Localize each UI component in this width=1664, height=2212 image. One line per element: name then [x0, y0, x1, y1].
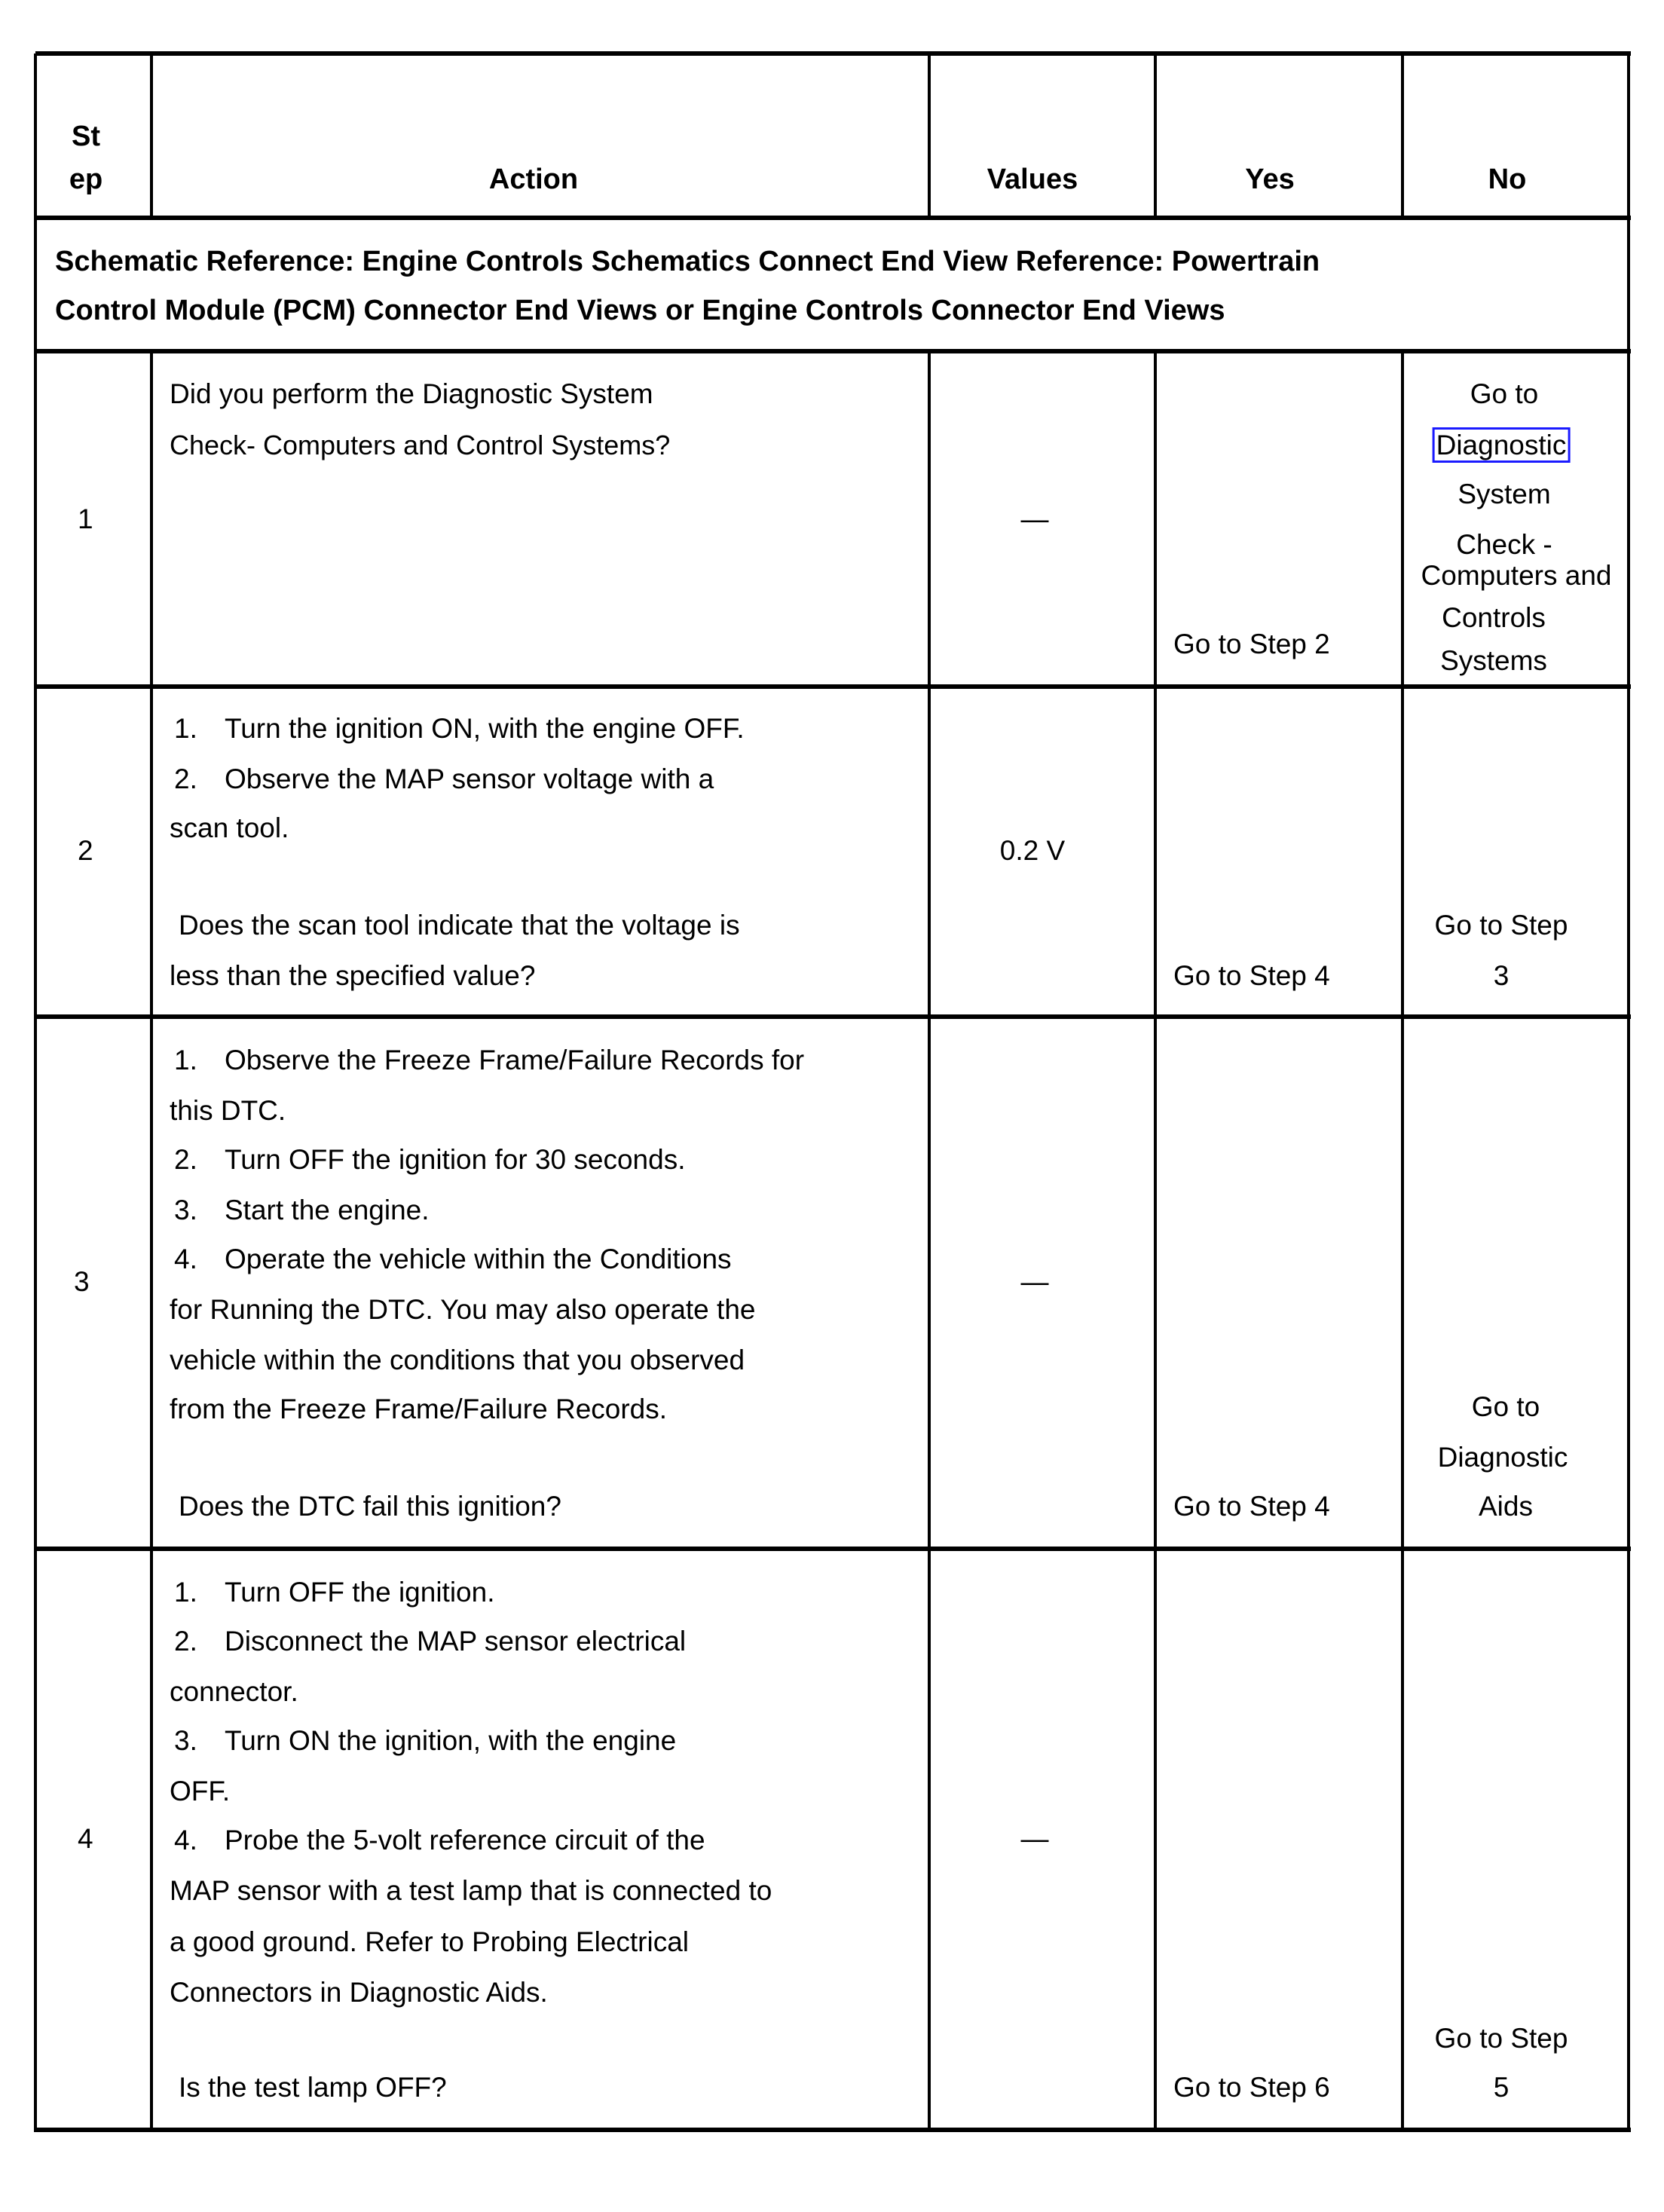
action-text: a good ground. Refer to Probing Electrical — [170, 1926, 690, 1957]
link-highlight[interactable]: Diagnostic — [1436, 430, 1567, 460]
row-divider — [35, 684, 1631, 689]
action-question: Is the test lamp OFF? — [179, 2072, 447, 2103]
yes-link[interactable]: Go to Step 6 — [1173, 2072, 1330, 2103]
yes-link[interactable]: Go to Step 2 — [1173, 629, 1330, 659]
action-text: vehicle within the conditions that you observed — [170, 1345, 745, 1375]
no-link[interactable]: Aids — [1479, 1491, 1533, 1522]
column-divider — [1401, 351, 1404, 2130]
no-link-diagnostic-system-check[interactable] — [1435, 421, 1568, 470]
item-text: Start the engine. — [225, 1195, 430, 1225]
schematic-divider — [35, 349, 1631, 353]
header-no: No — [1488, 164, 1527, 195]
action-question: Does the DTC fail this ignition? — [179, 1491, 561, 1522]
no-link[interactable]: 5 — [1493, 2072, 1510, 2103]
item-number: 4. — [174, 1825, 197, 1856]
step-number: 3 — [74, 1266, 90, 1297]
header-divider — [35, 216, 1631, 220]
column-divider — [928, 54, 931, 218]
no-link[interactable]: Go to — [1471, 1391, 1540, 1422]
header-action: Action — [488, 164, 579, 195]
item-text: Observe the MAP sensor voltage with a — [225, 763, 714, 794]
column-divider — [150, 351, 153, 2130]
item-number: 2. — [174, 1144, 197, 1175]
no-text: Systems — [1440, 645, 1547, 676]
action-text: for Running the DTC. You may also operate the — [170, 1294, 756, 1325]
item-text: Turn ON the ignition, with the engine — [225, 1725, 677, 1756]
header-values: Values — [986, 164, 1078, 195]
action-text: Check- Computers and Control Systems? — [170, 430, 671, 460]
no-text: Go to — [1470, 378, 1539, 409]
item-number: 1. — [174, 713, 197, 744]
no-text: Check - — [1456, 529, 1552, 560]
values-text: — — [1020, 503, 1049, 534]
action-text: Connectors in Diagnostic Aids. — [170, 1977, 548, 2008]
no-text: System — [1458, 479, 1551, 509]
header-step: ep — [69, 164, 103, 195]
item-number: 2. — [174, 1626, 197, 1657]
header-yes: Yes — [1245, 164, 1295, 195]
yes-link[interactable]: Go to Step 4 — [1173, 1491, 1330, 1522]
item-number: 2. — [174, 763, 197, 794]
item-text: Disconnect the MAP sensor electrical — [225, 1626, 687, 1657]
item-text: Turn OFF the ignition. — [225, 1577, 495, 1608]
no-link[interactable]: 3 — [1493, 960, 1510, 991]
table-border-right — [1627, 54, 1630, 2132]
no-link[interactable]: Diagnostic — [1437, 1442, 1568, 1473]
item-text: Operate the vehicle within the Conditions — [225, 1244, 732, 1274]
action-question: Does the scan tool indicate that the voltage is — [179, 910, 740, 941]
row-divider — [35, 1014, 1631, 1019]
schematic-reference: Control Module (PCM) Connector End Views or Engine Controls Connector End Views — [55, 295, 1225, 326]
action-text: scan tool. — [170, 812, 289, 843]
action-text: Did you perform the Diagnostic System — [170, 378, 653, 409]
step-number: 2 — [78, 835, 93, 866]
action-text: OFF. — [170, 1776, 231, 1807]
step-number: 1 — [78, 503, 93, 534]
table-border-left — [34, 54, 37, 2132]
table-border-bottom — [35, 2128, 1631, 2132]
column-divider — [1401, 54, 1404, 218]
column-divider — [150, 54, 153, 218]
item-number: 4. — [174, 1244, 197, 1274]
item-number: 3. — [174, 1195, 197, 1225]
values-text: — — [1020, 1266, 1049, 1297]
action-text: this DTC. — [170, 1095, 286, 1126]
row-divider — [35, 1547, 1631, 1551]
item-number: 1. — [174, 1577, 197, 1608]
step-number: 4 — [78, 1823, 93, 1854]
no-text: Controls — [1442, 602, 1546, 633]
column-divider — [928, 351, 931, 2130]
item-text: Turn the ignition ON, with the engine OFF. — [225, 713, 745, 744]
schematic-reference: Schematic Reference: Engine Controls Schematics Connect End View Reference: Powertrain — [55, 246, 1320, 277]
item-text: Turn OFF the ignition for 30 seconds. — [225, 1144, 686, 1175]
action-text: connector. — [170, 1676, 298, 1707]
column-divider — [1154, 54, 1157, 218]
values-text: 0.2 V — [999, 835, 1066, 866]
yes-link[interactable]: Go to Step 4 — [1173, 960, 1330, 991]
item-text: Probe the 5-volt reference circuit of the — [225, 1825, 705, 1856]
values-text: — — [1020, 1823, 1049, 1854]
action-text: MAP sensor with a test lamp that is connected to — [170, 1875, 772, 1906]
no-text: Computers and — [1421, 560, 1612, 591]
item-text: Observe the Freeze Frame/Failure Records for — [225, 1045, 805, 1075]
header-step: St — [72, 121, 100, 152]
item-number: 1. — [174, 1045, 197, 1075]
action-text: from the Freeze Frame/Failure Records. — [170, 1394, 668, 1424]
no-link[interactable]: Go to Step — [1434, 910, 1568, 941]
table-border-top — [35, 51, 1631, 56]
item-number: 3. — [174, 1725, 197, 1756]
no-link[interactable]: Go to Step — [1434, 2023, 1568, 2054]
action-question: less than the specified value? — [170, 960, 536, 991]
column-divider — [1154, 351, 1157, 2130]
